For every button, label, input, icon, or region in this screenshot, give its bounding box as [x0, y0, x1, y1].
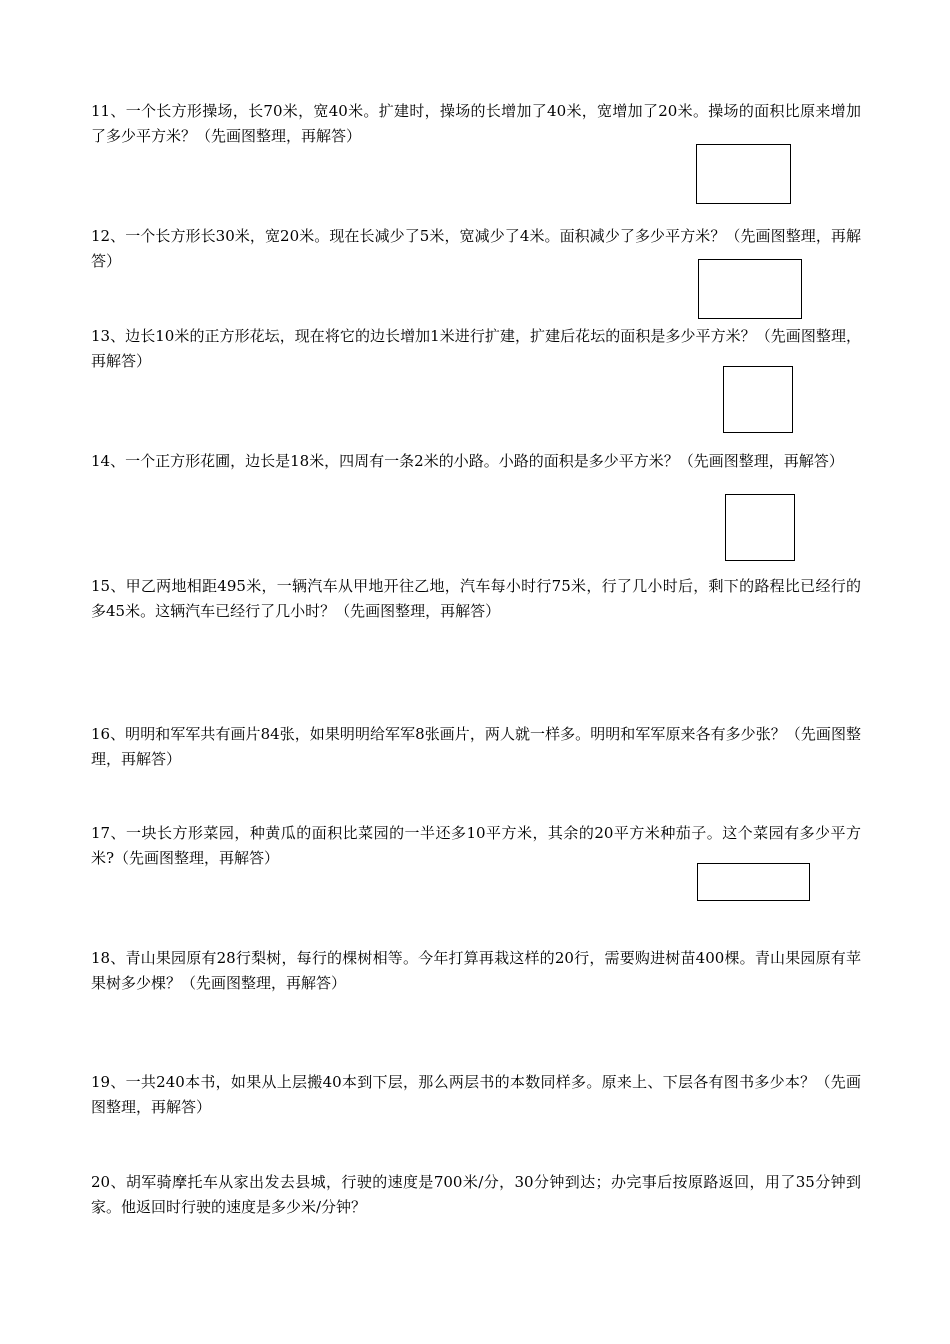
question-17: 17、一块长方形菜园，种黄瓜的面积比菜园的一半还多10平方米，其余的20平方米种茄子。这个菜园有多少平方米?（先画图整理，再解答） — [91, 824, 861, 867]
diagram-box-11 — [696, 144, 791, 204]
diagram-box-17 — [697, 863, 810, 901]
question-12: 12、一个长方形长30米，宽20米。现在长减少了5米，宽减少了4米。面积减少了多少平方米？（先画图整理，再解答） — [91, 227, 861, 270]
question-14: 14、一个正方形花圃，边长是18米，四周有一条2米的小路。小路的面积是多少平方米？（先画图整理，再解答） — [91, 452, 844, 470]
question-20: 20、胡军骑摩托车从家出发去县城，行驶的速度是700米/分，30分钟到达；办完事后按原路返回，用了35分钟到家。他返回时行驶的速度是多少米/分钟？ — [91, 1173, 861, 1216]
question-16: 16、明明和军军共有画片84张，如果明明给军军8张画片，两人就一样多。明明和军军原来各有多少张？（先画图整理，再解答） — [91, 725, 861, 768]
question-18: 18、青山果园原有28行梨树，每行的棵树相等。今年打算再栽这样的20行，需要购进树苗400棵。青山果园原有苹果树多少棵？（先画图整理，再解答） — [91, 949, 861, 992]
diagram-box-13 — [723, 366, 793, 433]
diagram-box-14 — [725, 494, 795, 561]
question-13: 13、边长10米的正方形花坛，现在将它的边长增加1米进行扩建，扩建后花坛的面积是多少平方米？（先画图整理，再解答） — [91, 327, 861, 370]
question-19: 19、一共240本书，如果从上层搬40本到下层，那么两层书的本数同样多。原来上、下层各有图书多少本？（先画图整理，再解答） — [91, 1073, 861, 1116]
question-11: 11、一个长方形操场，长70米，宽40米。扩建时，操场的长增加了40米，宽增加了20米。操场的面积比原来增加了多少平方米？（先画图整理，再解答） — [91, 102, 861, 145]
diagram-box-12 — [698, 259, 802, 319]
question-15: 15、甲乙两地相距495米，一辆汽车从甲地开往乙地，汽车每小时行75米，行了几小时后，剩下的路程比已经行的多45米。这辆汽车已经行了几小时？（先画图整理，再解答） — [91, 577, 861, 620]
